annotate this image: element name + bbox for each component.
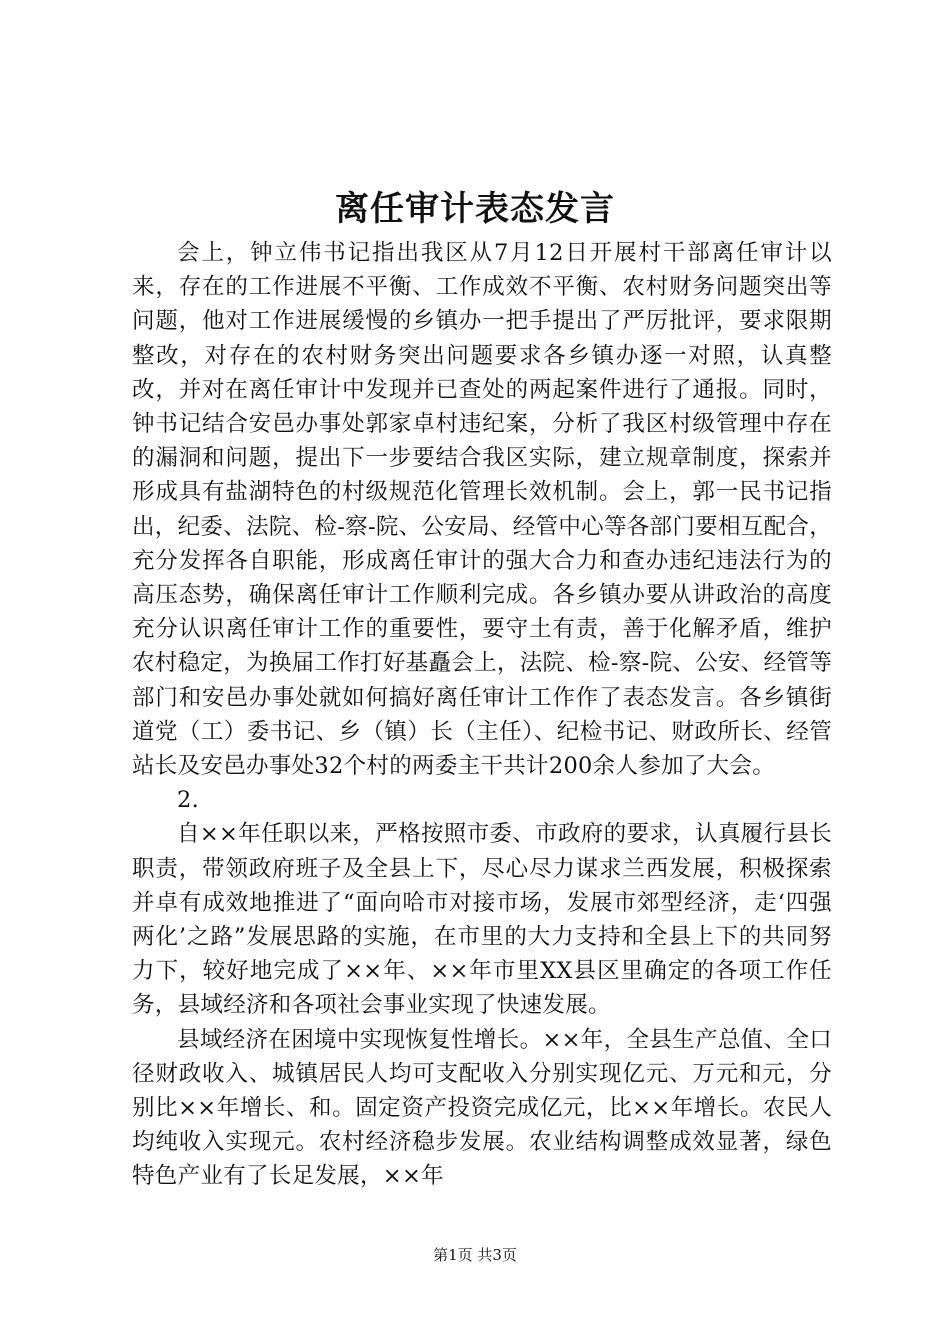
- paragraph-meeting-summary: 会上，钟立伟书记指出我区从7月12日开展村干部离任审计以来，存在的工作进展不平衡、工作成效不平衡、农村财务问题突出等问题，他对工作进展缓慢的乡镇办一把手提出了严厉批评，要求限期整改，对存在的农村财务突出问题要求各乡镇办逐一对照，认真整改，并对在离任审计中发现并已查处的两起案件进行了通报。同时，钟书记结合安邑办事处郭家卓村违纪案，分析了我区村级管理中存在的漏洞和问题，提出下一步要结合我区实际，建立规章制度，探索并形成具有盐湖特色的村级规范化管理长效机制。会上，郭一民书记指出，纪委、法院、检-察-院、公安局、经管中心等各部门要相互配合，充分发挥各自职能，形成离任审计的强大合力和查办违纪违法行为的高压态势，确保离任审计工作顺利完成。各乡镇办要从讲政治的高度充分认识离任审计工作的重要性，要守土有责，善于化解矛盾，维护农村稳定，为换届工作打好基矗会上，法院、检-察-院、公安、经管等部门和安邑办事处就如何搞好离任审计工作作了表态发言。各乡镇街道党（工）委书记、乡（镇）长（主任）、纪检书记、财政所长、经管站长及安邑办事处32个村的两委主干共计200余人参加了大会。: [132, 240, 832, 780]
- page-footer: 第1页 共3页: [433, 1246, 517, 1264]
- paragraph-county-economy: 县域经济在困境中实现恢复性增长。××年，全县生产总值、全口径财政收入、城镇居民人均可支配收入分别实现亿元、万元和元，分别比××年增长、和。固定资产投资完成亿元，比××年增长。农民人均纯收入实现元。农村经济稳步发展。农业结构调整成效显著，绿色特色产业有了长足发展，××年: [132, 1026, 832, 1190]
- paragraph-work-review: 自××年任职以来，严格按照市委、市政府的要求，认真履行县长职责，带领政府班子及全县上下，尽心尽力谋求兰西发展，积极探索并卓有成效地推进了“面向哈市对接市场，发展市郊型经济，走‘四强两化’之路”发展思路的实施，在市里的大力支持和全县上下的共同努力下，较好地完成了××年、××年市里XX县区里确定的各项工作任务，县域经济和各项社会事业实现了快速发展。: [132, 821, 832, 1019]
- document-title: 离任审计表态发言: [335, 189, 615, 229]
- document-body: [132, 236, 832, 1194]
- section-number: 2.: [177, 787, 200, 814]
